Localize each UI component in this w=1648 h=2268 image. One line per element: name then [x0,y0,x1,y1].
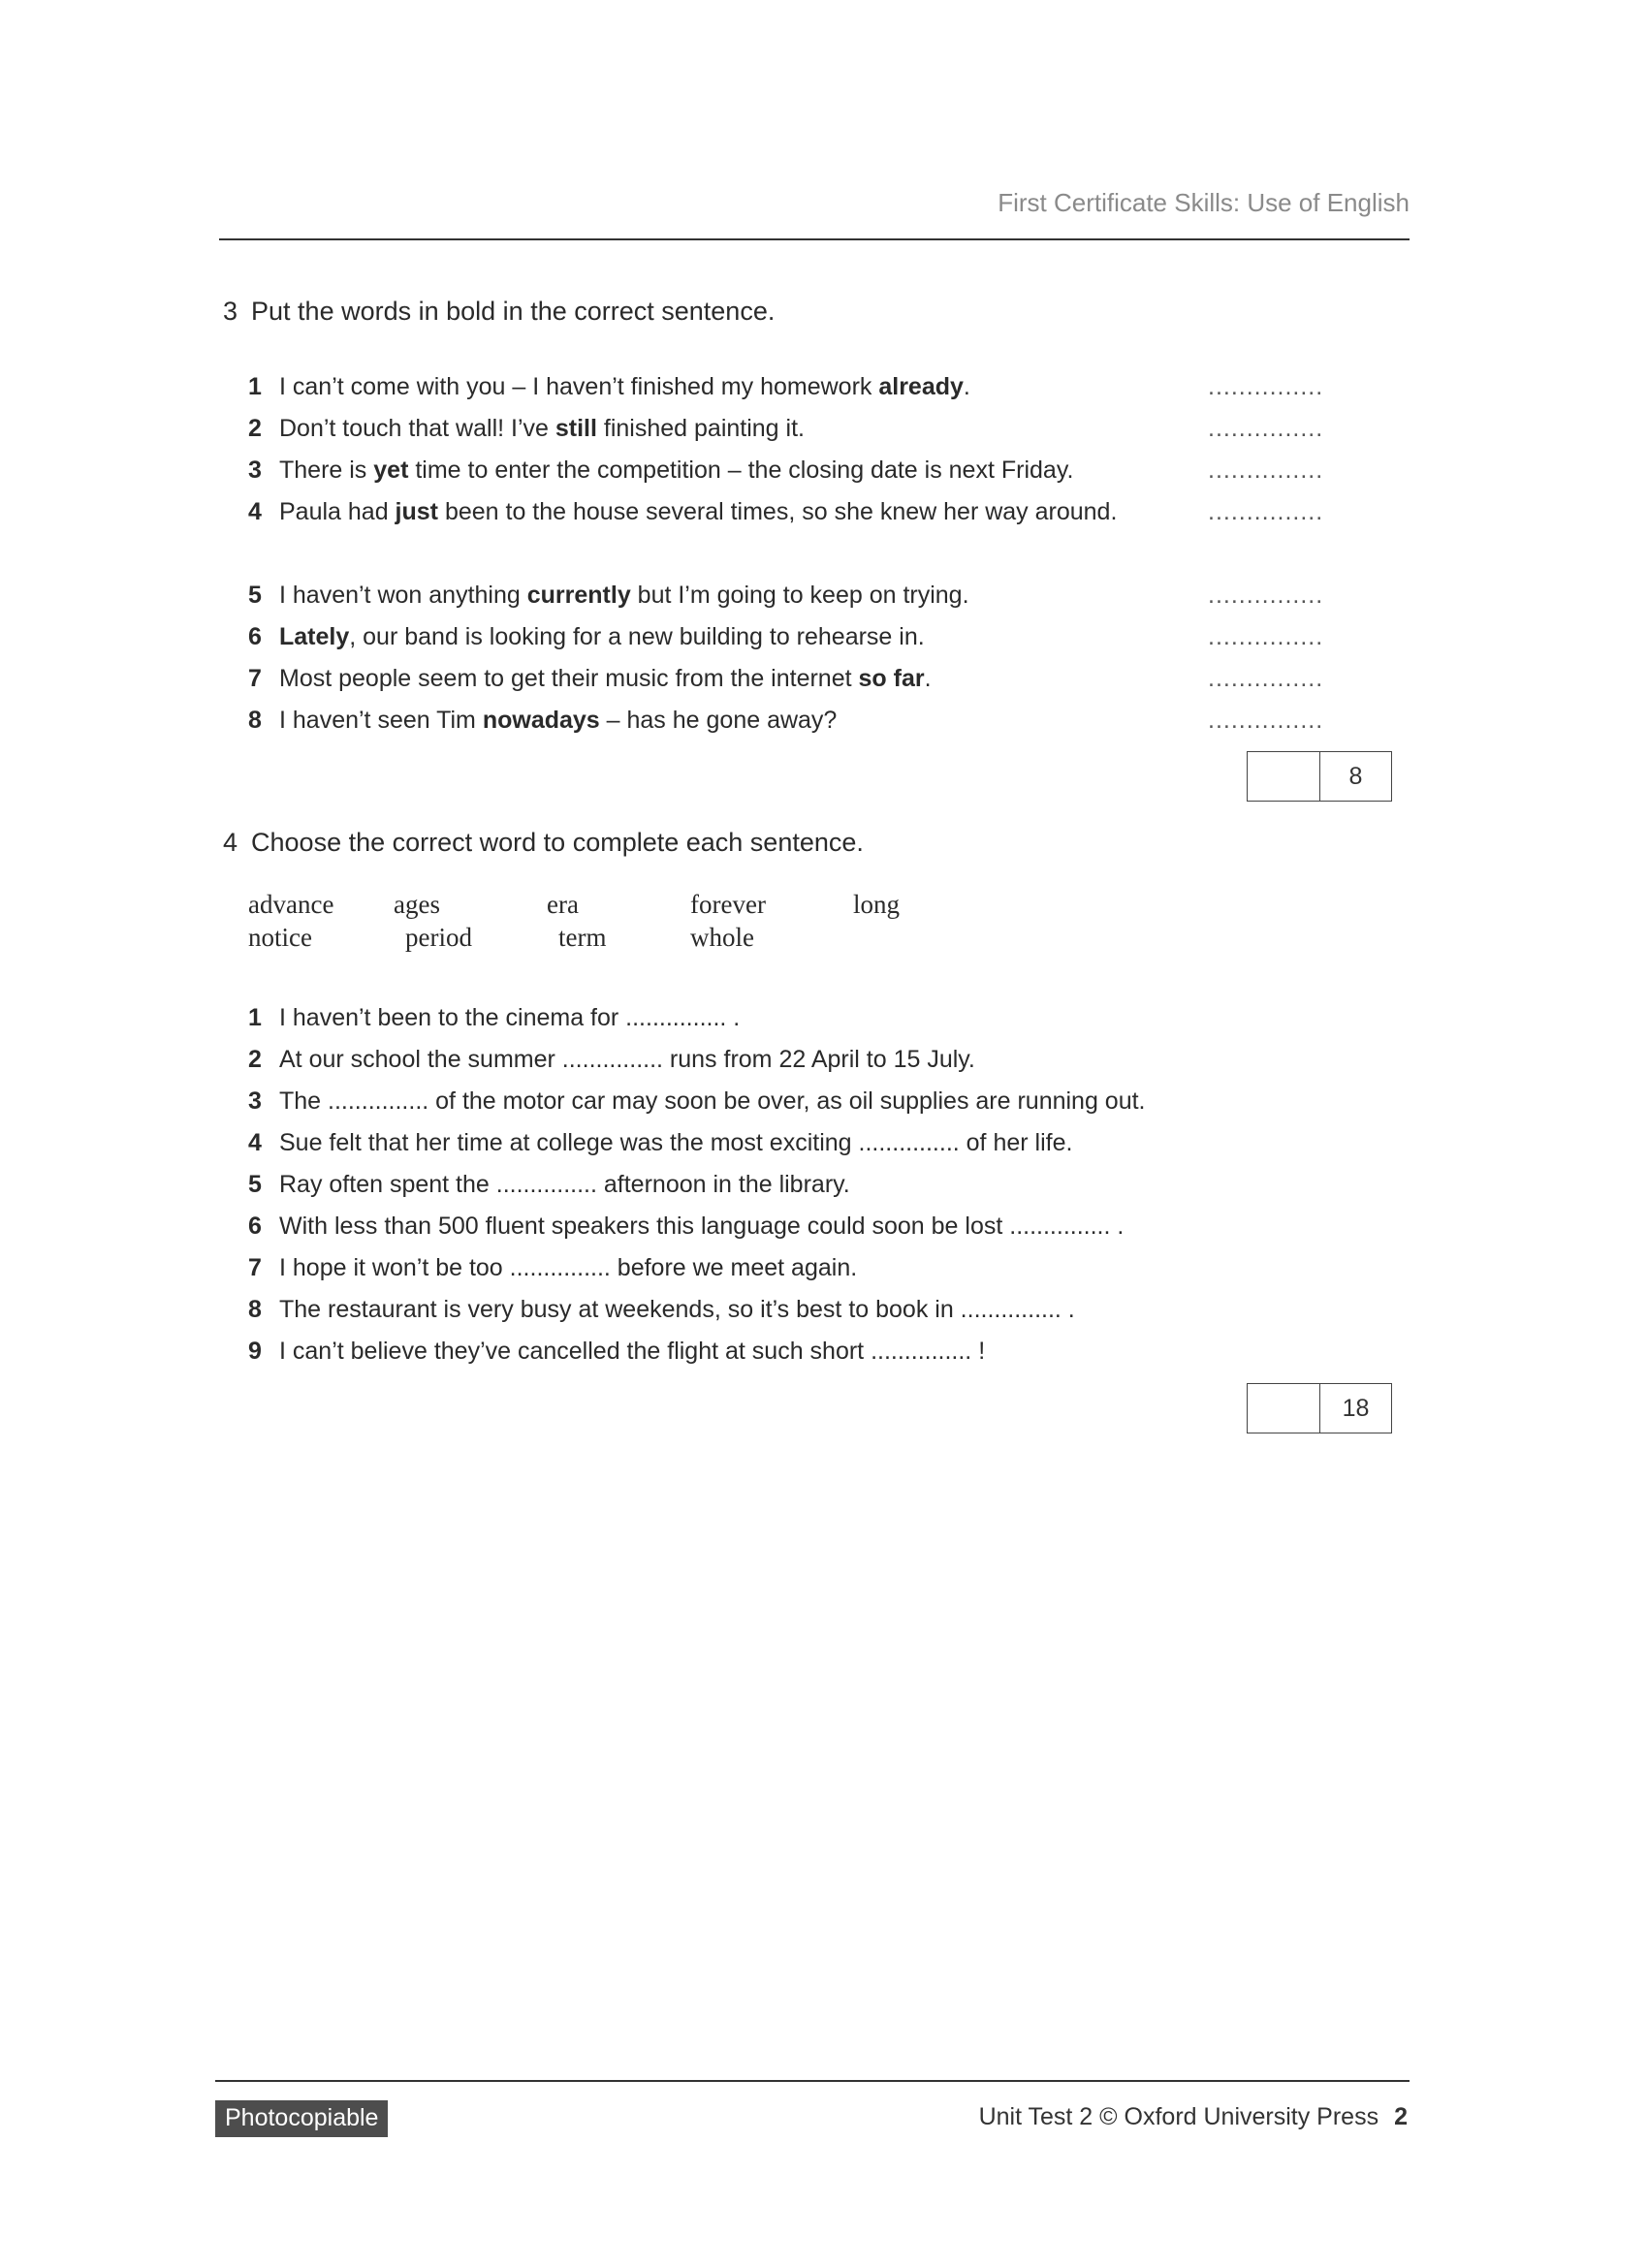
task3-item: 1 I can’t come with you – I haven’t finished my homework already. [248,373,970,400]
task4-item: 4 Sue felt that her time at college was the most exciting ............... of her life. [248,1129,1073,1156]
task4-item: 7 I hope it won’t be too ............... before we meet again. [248,1254,858,1281]
score-entry-cell[interactable] [1248,752,1320,801]
word-bank-item: long [853,890,901,919]
running-title: First Certificate Skills: Use of English [998,188,1410,217]
task4-item: 5 Ray often spent the ............... afternoon in the library. [248,1171,850,1198]
task3-instruction: Put the words in bold in the correct sentence. [251,297,776,326]
task4-item: 6 With less than 500 fluent speakers this language could soon be lost ............... . [248,1213,1125,1240]
task4-number: 4 [223,828,238,857]
task4-score-box [1247,1383,1392,1433]
word-bank-item: term [558,923,607,952]
word-bank [248,890,985,967]
footer-rule [215,2080,1410,2082]
task3-item: 5 I haven’t won anything currently but I’m going to keep on trying. [248,582,969,609]
word-bank-item: notice [248,923,312,952]
task3-item: 3 There is yet time to enter the competition – the closing date is next Friday. [248,457,1074,484]
answer-field[interactable]: ............... [1208,582,1324,609]
task3-number: 3 [223,297,238,326]
answer-field[interactable]: ............... [1208,665,1324,692]
task3-item: 2 Don’t touch that wall! I’ve still finished painting it. [248,415,805,442]
task4-instruction: Choose the correct word to complete each sentence. [251,828,864,857]
answer-field[interactable]: ............... [1208,623,1324,650]
task4-item: 8 The restaurant is very busy at weekends, so it’s best to book in ............... . [248,1296,1075,1323]
task3-heading [223,297,775,327]
task3-item: 6 Lately, our band is looking for a new building to rehearse in. [248,623,925,650]
footer-credit-line [979,2103,1408,2131]
word-bank-item: whole [690,923,754,952]
task4-heading [223,828,864,858]
task3-score-box [1247,751,1392,802]
photocopiable-badge: Photocopiable [215,2100,388,2137]
page-number: 2 [1394,2103,1408,2130]
word-bank-item: ages [394,890,440,919]
word-bank-item: advance [248,890,334,919]
score-total: 18 [1342,1394,1370,1422]
answer-field[interactable]: ............... [1208,415,1324,442]
word-bank-item: period [405,923,472,952]
task3-item: 7 Most people seem to get their music from the internet so far. [248,665,932,692]
answer-field[interactable]: ............... [1208,707,1324,734]
task3-item: 4 Paula had just been to the house several times, so she knew her way around. [248,498,1118,525]
task4-item: 2 At our school the summer ............... runs from 22 April to 15 July. [248,1046,975,1073]
answer-field[interactable]: ............... [1208,457,1324,484]
word-bank-item: forever [690,890,766,919]
header-rule [219,238,1410,240]
task4-item: 9 I can’t believe they’ve cancelled the flight at such short ............... ! [248,1338,986,1365]
word-bank-item: era [547,890,579,919]
task4-item: 1 I haven’t been to the cinema for ............... . [248,1004,741,1031]
task3-item: 8 I haven’t seen Tim nowadays – has he gone away? [248,707,838,734]
answer-field[interactable]: ............... [1208,373,1324,400]
score-entry-cell[interactable] [1248,1384,1320,1433]
task4-item: 3 The ............... of the motor car may soon be over, as oil supplies are running out. [248,1087,1146,1115]
footer-credit: Unit Test 2 © Oxford University Press [978,2103,1379,2130]
answer-field[interactable]: ............... [1208,498,1324,525]
score-total: 8 [1348,762,1363,790]
